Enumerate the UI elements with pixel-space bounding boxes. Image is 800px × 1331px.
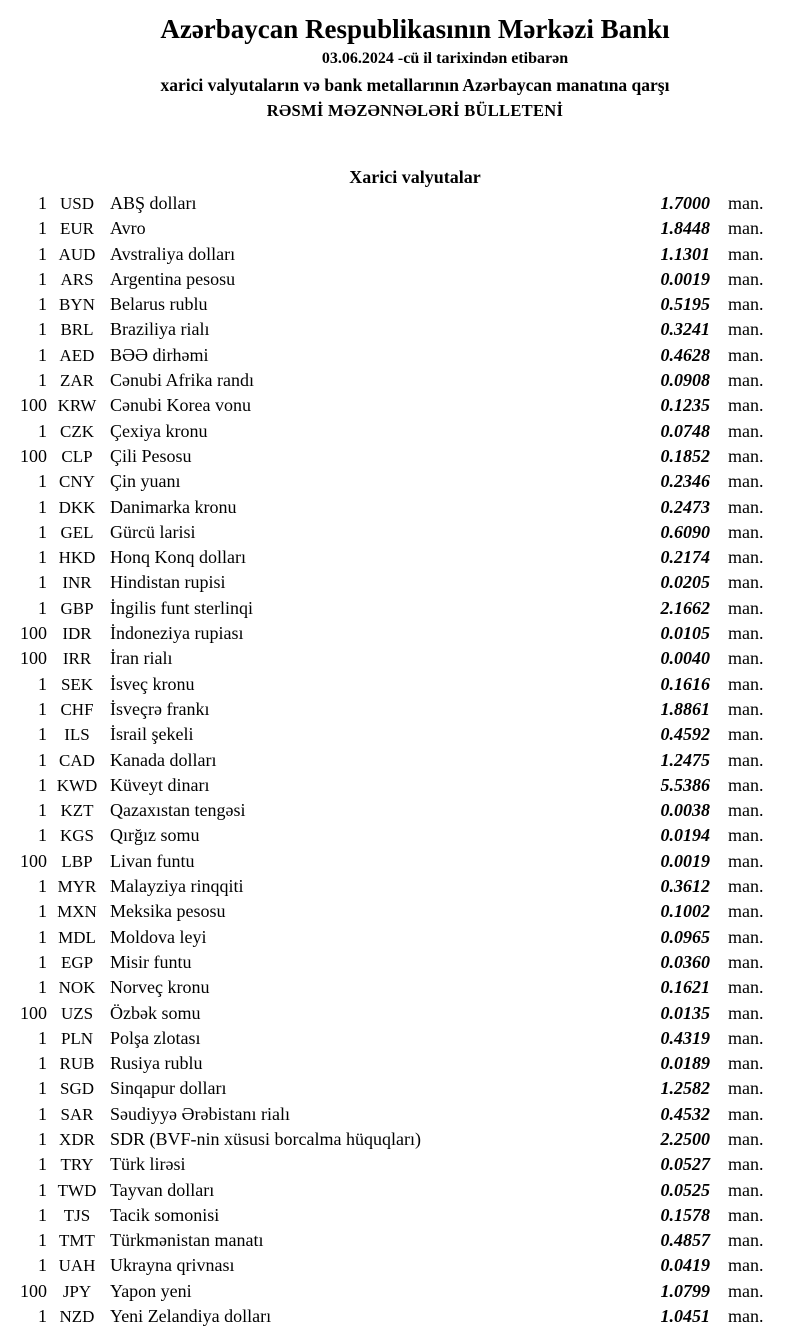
unit-cell: man. (728, 926, 764, 947)
unit-cell: man. (728, 1179, 764, 1200)
currency-name-cell: Malayziya rinqqiti (110, 876, 244, 897)
quantity-cell: 1 (38, 1053, 47, 1074)
table-row (0, 823, 800, 848)
currency-code-cell: CAD (59, 750, 95, 770)
quantity-cell: 1 (38, 1027, 47, 1048)
quantity-cell: 1 (38, 1154, 47, 1175)
rate-cell: 0.1578 (660, 1204, 710, 1225)
currency-name-cell: Braziliya rialı (110, 319, 210, 340)
currency-name-cell: Polşa zlotası (110, 1027, 201, 1048)
currency-name-cell: Sinqapur dolları (110, 1078, 227, 1099)
table-row (0, 1253, 800, 1278)
unit-cell: man. (728, 951, 764, 972)
table-row (0, 545, 800, 570)
unit-cell: man. (728, 1204, 764, 1225)
currency-name-cell: Rusiya rublu (110, 1053, 203, 1074)
section-title-foreign-currencies: Xarici valyutalar (349, 167, 481, 187)
table-row (0, 469, 800, 494)
unit-cell: man. (728, 850, 764, 871)
currency-code-cell: XDR (59, 1129, 95, 1149)
quantity-cell: 1 (38, 496, 47, 517)
rate-cell: 0.2174 (660, 547, 710, 568)
rate-cell: 0.0525 (660, 1179, 710, 1200)
currency-name-cell: Qazaxıstan tengəsi (110, 800, 246, 821)
unit-cell: man. (728, 1002, 764, 1023)
currency-code-cell: TJS (63, 1205, 91, 1225)
quantity-cell: 1 (38, 800, 47, 821)
currency-name-cell: Danimarka kronu (110, 496, 237, 517)
currency-code-cell: ILS (64, 725, 90, 745)
unit-cell: man. (728, 876, 764, 897)
currency-name-cell: Cənubi Afrika randı (110, 370, 254, 391)
currency-code-cell: MDL (58, 927, 96, 947)
quantity-cell: 1 (38, 1179, 47, 1200)
unit-cell: man. (728, 1306, 764, 1327)
table-row (0, 697, 800, 722)
currency-name-cell: Avstraliya dolları (110, 243, 236, 264)
currency-code-cell: DKK (58, 497, 96, 517)
table-row (0, 950, 800, 975)
unit-cell: man. (728, 547, 764, 568)
currency-code-cell: CNY (59, 472, 95, 492)
currency-code-cell: AED (59, 345, 95, 365)
table-row (0, 1178, 800, 1203)
quantity-cell: 1 (38, 597, 47, 618)
rate-cell: 1.8861 (660, 698, 710, 719)
currency-name-cell: Çili Pesosu (110, 445, 192, 466)
rate-cell: 0.0527 (660, 1154, 710, 1175)
rate-cell: 0.0019 (660, 268, 710, 289)
quantity-cell: 1 (38, 1103, 47, 1124)
bank-title: Azərbaycan Respublikasının Mərkəzi Bankı (160, 14, 670, 44)
currency-code-cell: EGP (60, 952, 94, 972)
currency-code-cell: TMT (59, 1231, 95, 1251)
unit-cell: man. (728, 420, 764, 441)
currency-code-cell: TRY (60, 1155, 94, 1175)
quantity-cell: 1 (38, 193, 47, 213)
rate-cell: 5.5386 (660, 774, 710, 795)
quantity-cell: 1 (38, 774, 47, 795)
quantity-cell: 100 (20, 1280, 47, 1301)
currency-code-cell: ZAR (60, 371, 94, 391)
table-row (0, 899, 800, 924)
quantity-cell: 1 (38, 1204, 47, 1225)
rate-cell: 0.0135 (660, 1002, 710, 1023)
currency-name-cell: Yapon yeni (110, 1280, 192, 1301)
currency-name-cell: Çexiya kronu (110, 420, 208, 441)
rate-cell: 0.2346 (660, 471, 710, 492)
quantity-cell: 1 (38, 1128, 47, 1149)
unit-cell: man. (728, 1027, 764, 1048)
rate-cell: 1.2582 (660, 1078, 710, 1099)
quantity-cell: 1 (38, 547, 47, 568)
quantity-cell: 1 (38, 977, 47, 998)
rate-cell: 1.7000 (660, 193, 710, 213)
unit-cell: man. (728, 471, 764, 492)
table-row (0, 419, 800, 444)
quantity-cell: 1 (38, 572, 47, 593)
rate-cell: 0.0040 (660, 648, 710, 669)
quantity-cell: 1 (38, 243, 47, 264)
currency-name-cell: İran rialı (110, 648, 173, 669)
table-row (0, 1228, 800, 1253)
quantity-cell: 1 (38, 698, 47, 719)
quantity-cell: 1 (38, 370, 47, 391)
currency-name-cell: SDR (BVF-nin xüsusi borcalma hüquqları) (110, 1128, 421, 1149)
quantity-cell: 1 (38, 673, 47, 694)
unit-cell: man. (728, 445, 764, 466)
table-row (0, 1203, 800, 1228)
rate-cell: 0.4592 (660, 724, 710, 745)
unit-cell: man. (728, 1128, 764, 1149)
quantity-cell: 100 (20, 648, 47, 669)
currency-name-cell: Qırğız somu (110, 825, 200, 846)
rate-cell: 0.6090 (660, 521, 710, 542)
currency-name-cell: Tayvan dolları (110, 1179, 215, 1200)
rate-cell: 0.4628 (660, 344, 710, 365)
table-row (0, 722, 800, 747)
rate-cell: 0.3241 (660, 319, 710, 340)
quantity-cell: 100 (20, 445, 47, 466)
currency-name-cell: Tacik somonisi (110, 1204, 220, 1225)
currency-code-cell: HKD (58, 548, 96, 568)
table-row (0, 672, 800, 697)
unit-cell: man. (728, 648, 764, 669)
unit-cell: man. (728, 395, 764, 416)
unit-cell: man. (728, 1154, 764, 1175)
currency-code-cell: SEK (60, 674, 94, 694)
currency-code-cell: AUD (58, 244, 96, 264)
currency-code-cell: GBP (60, 598, 94, 618)
unit-cell: man. (728, 623, 764, 644)
quantity-cell: 1 (38, 344, 47, 365)
table-row (0, 1127, 800, 1152)
table-row (0, 596, 800, 621)
currency-name-cell: İngilis funt sterlinqi (110, 597, 253, 618)
currency-name-cell: Gürcü larisi (110, 521, 196, 542)
currency-name-cell: İsveç kronu (110, 673, 195, 694)
currency-name-cell: Türk lirəsi (110, 1154, 186, 1175)
unit-cell: man. (728, 496, 764, 517)
rate-cell: 0.0360 (660, 951, 710, 972)
unit-cell: man. (728, 774, 764, 795)
table-row (0, 1001, 800, 1026)
unit-cell: man. (728, 1255, 764, 1276)
quantity-cell: 1 (38, 294, 47, 315)
table-row (0, 925, 800, 950)
currency-name-cell: ABŞ dolları (110, 193, 197, 213)
currency-code-cell: IDR (62, 624, 92, 644)
rate-cell: 0.2473 (660, 496, 710, 517)
rate-cell: 0.4857 (660, 1230, 710, 1251)
unit-cell: man. (728, 344, 764, 365)
currency-name-cell: Yeni Zelandiya dolları (110, 1306, 272, 1327)
unit-cell: man. (728, 724, 764, 745)
table-row (0, 646, 800, 671)
unit-cell: man. (728, 977, 764, 998)
quantity-cell: 1 (38, 1230, 47, 1251)
unit-cell: man. (728, 268, 764, 289)
currency-code-cell: PLN (60, 1028, 94, 1048)
currency-name-cell: Livan funtu (110, 850, 195, 871)
table-row (0, 748, 800, 773)
table-row (0, 292, 800, 317)
currency-name-cell: İsrail şekeli (110, 724, 194, 745)
rate-cell: 0.3612 (660, 876, 710, 897)
currency-name-cell: Moldova leyi (110, 926, 207, 947)
table-row (0, 1026, 800, 1051)
document-subtitle: xarici valyutaların və bank metallarının Azərbaycan manatına qarşı (160, 75, 670, 95)
currency-code-cell: USD (59, 194, 94, 213)
currency-name-cell: Kanada dolları (110, 749, 217, 770)
table-row (0, 242, 800, 267)
rate-cell: 0.5195 (660, 294, 710, 315)
quantity-cell: 1 (38, 876, 47, 897)
rate-cell: 0.0019 (660, 850, 710, 871)
rate-cell: 2.1662 (660, 597, 710, 618)
table-row (0, 343, 800, 368)
currency-name-cell: Meksika pesosu (110, 901, 226, 922)
unit-cell: man. (728, 1053, 764, 1074)
quantity-cell: 1 (38, 1255, 47, 1276)
table-row (0, 849, 800, 874)
rate-cell: 2.2500 (660, 1128, 710, 1149)
rate-cell: 0.4532 (660, 1103, 710, 1124)
table-row (0, 520, 800, 545)
currency-code-cell: IRR (62, 649, 92, 669)
quantity-cell: 100 (20, 623, 47, 644)
currency-code-cell: SGD (59, 1079, 94, 1099)
unit-cell: man. (728, 370, 764, 391)
unit-cell: man. (728, 521, 764, 542)
currency-code-cell: KZT (60, 801, 94, 821)
currency-name-cell: Hindistan rupisi (110, 572, 226, 593)
currency-name-cell: Argentina pesosu (110, 268, 236, 289)
currency-code-cell: KGS (59, 826, 94, 846)
currency-code-cell: MXN (57, 902, 97, 922)
document-header (0, 0, 800, 124)
quantity-cell: 1 (38, 1078, 47, 1099)
quantity-cell: 100 (20, 395, 47, 416)
unit-cell: man. (728, 1280, 764, 1301)
rate-cell: 0.0105 (660, 623, 710, 644)
rate-cell: 1.2475 (660, 749, 710, 770)
currency-name-cell: Cənubi Korea vonu (110, 395, 251, 416)
currency-code-cell: KRW (57, 396, 97, 416)
rate-cell: 0.0748 (660, 420, 710, 441)
table-row (0, 1076, 800, 1101)
quantity-cell: 1 (38, 218, 47, 239)
currency-code-cell: UZS (60, 1003, 94, 1023)
table-row (0, 393, 800, 418)
table-row (0, 773, 800, 798)
rate-cell: 1.8448 (660, 218, 710, 239)
quantity-cell: 1 (38, 724, 47, 745)
quantity-cell: 1 (38, 749, 47, 770)
rate-cell: 0.1616 (660, 673, 710, 694)
currency-name-cell: Ukrayna qrivnası (110, 1255, 235, 1276)
currency-name-cell: Honq Konq dolları (110, 547, 246, 568)
currency-code-cell: CLP (61, 446, 93, 466)
currency-name-cell: BƏƏ dirhəmi (110, 344, 209, 365)
table-row (0, 216, 800, 241)
rate-cell: 0.0189 (660, 1053, 710, 1074)
unit-cell: man. (728, 901, 764, 922)
currency-code-cell: EUR (60, 219, 94, 239)
rate-cell: 0.0965 (660, 926, 710, 947)
quantity-cell: 1 (38, 521, 47, 542)
unit-cell: man. (728, 800, 764, 821)
table-row (0, 874, 800, 899)
unit-cell: man. (728, 294, 764, 315)
table-row (0, 1051, 800, 1076)
currency-code-cell: ARS (60, 269, 94, 289)
rates-table (0, 191, 800, 1329)
quantity-cell: 1 (38, 268, 47, 289)
currency-code-cell: CHF (60, 699, 94, 719)
currency-name-cell: Çin yuanı (110, 471, 181, 492)
unit-cell: man. (728, 319, 764, 340)
currency-code-cell: CZK (60, 421, 94, 441)
rate-cell: 0.0908 (660, 370, 710, 391)
quantity-cell: 100 (20, 850, 47, 871)
rate-cell: 0.0194 (660, 825, 710, 846)
rate-cell: 1.0799 (660, 1280, 710, 1301)
quantity-cell: 1 (38, 471, 47, 492)
currency-code-cell: BYN (59, 295, 95, 315)
table-row (0, 1279, 800, 1304)
currency-name-cell: Türkmənistan manatı (110, 1230, 264, 1251)
currency-name-cell: Səudiyyə Ərəbistanı rialı (110, 1103, 290, 1124)
unit-cell: man. (728, 1230, 764, 1251)
currency-code-cell: LBP (61, 851, 93, 871)
currency-name-cell: Misir funtu (110, 951, 192, 972)
currency-name-cell: Belarus rublu (110, 294, 208, 315)
quantity-cell: 1 (38, 1306, 47, 1327)
rate-cell: 1.1301 (660, 243, 710, 264)
quantity-cell: 1 (38, 901, 47, 922)
quantity-cell: 100 (20, 1002, 47, 1023)
table-row (0, 975, 800, 1000)
currency-code-cell: MYR (57, 877, 97, 897)
unit-cell: man. (728, 749, 764, 770)
table-row (0, 798, 800, 823)
effective-date: 03.06.2024 -cü il tarixindən etibarən (321, 50, 569, 67)
table-row (0, 621, 800, 646)
unit-cell: man. (728, 193, 764, 213)
rate-cell: 0.0038 (660, 800, 710, 821)
currency-code-cell: INR (62, 573, 92, 593)
quantity-cell: 1 (38, 420, 47, 441)
unit-cell: man. (728, 218, 764, 239)
rate-cell: 0.1621 (660, 977, 710, 998)
table-row (0, 1304, 800, 1329)
currency-code-cell: NZD (59, 1307, 95, 1327)
currency-name-cell: İndoneziya rupiası (110, 623, 244, 644)
currency-code-cell: BRL (60, 320, 94, 340)
rate-cell: 0.1852 (660, 445, 710, 466)
unit-cell: man. (728, 243, 764, 264)
bulletin-heading: RƏSMİ MƏZƏNNƏLƏRİ BÜLLETENİ (266, 101, 564, 120)
currency-name-cell: Küveyt dinarı (110, 774, 210, 795)
currency-code-cell: KWD (56, 775, 98, 795)
unit-cell: man. (728, 1103, 764, 1124)
currency-name-cell: Özbək somu (110, 1002, 201, 1023)
currency-code-cell: GEL (60, 522, 94, 542)
unit-cell: man. (728, 698, 764, 719)
unit-cell: man. (728, 597, 764, 618)
unit-cell: man. (728, 1078, 764, 1099)
unit-cell: man. (728, 825, 764, 846)
rate-cell: 0.1235 (660, 395, 710, 416)
table-row (0, 267, 800, 292)
rate-cell: 0.0205 (660, 572, 710, 593)
currency-name-cell: İsveçrə frankı (110, 698, 210, 719)
currency-code-cell: UAH (58, 1256, 96, 1276)
unit-cell: man. (728, 572, 764, 593)
currency-code-cell: NOK (58, 978, 96, 998)
unit-cell: man. (728, 673, 764, 694)
rate-cell: 0.0419 (660, 1255, 710, 1276)
rate-cell: 0.4319 (660, 1027, 710, 1048)
quantity-cell: 1 (38, 951, 47, 972)
currency-name-cell: Avro (110, 218, 146, 239)
currency-code-cell: TWD (57, 1180, 97, 1200)
table-row (0, 570, 800, 595)
table-row (0, 1152, 800, 1177)
table-row (0, 191, 800, 216)
quantity-cell: 1 (38, 926, 47, 947)
rate-cell: 1.0451 (660, 1306, 710, 1327)
table-row (0, 317, 800, 342)
currency-name-cell: Norveç kronu (110, 977, 210, 998)
currency-code-cell: JPY (62, 1281, 92, 1301)
table-row (0, 1102, 800, 1127)
currency-code-cell: RUB (59, 1054, 95, 1074)
quantity-cell: 1 (38, 319, 47, 340)
rate-cell: 0.1002 (660, 901, 710, 922)
table-row (0, 495, 800, 520)
table-row (0, 368, 800, 393)
quantity-cell: 1 (38, 825, 47, 846)
currency-code-cell: SAR (60, 1104, 94, 1124)
table-row (0, 444, 800, 469)
